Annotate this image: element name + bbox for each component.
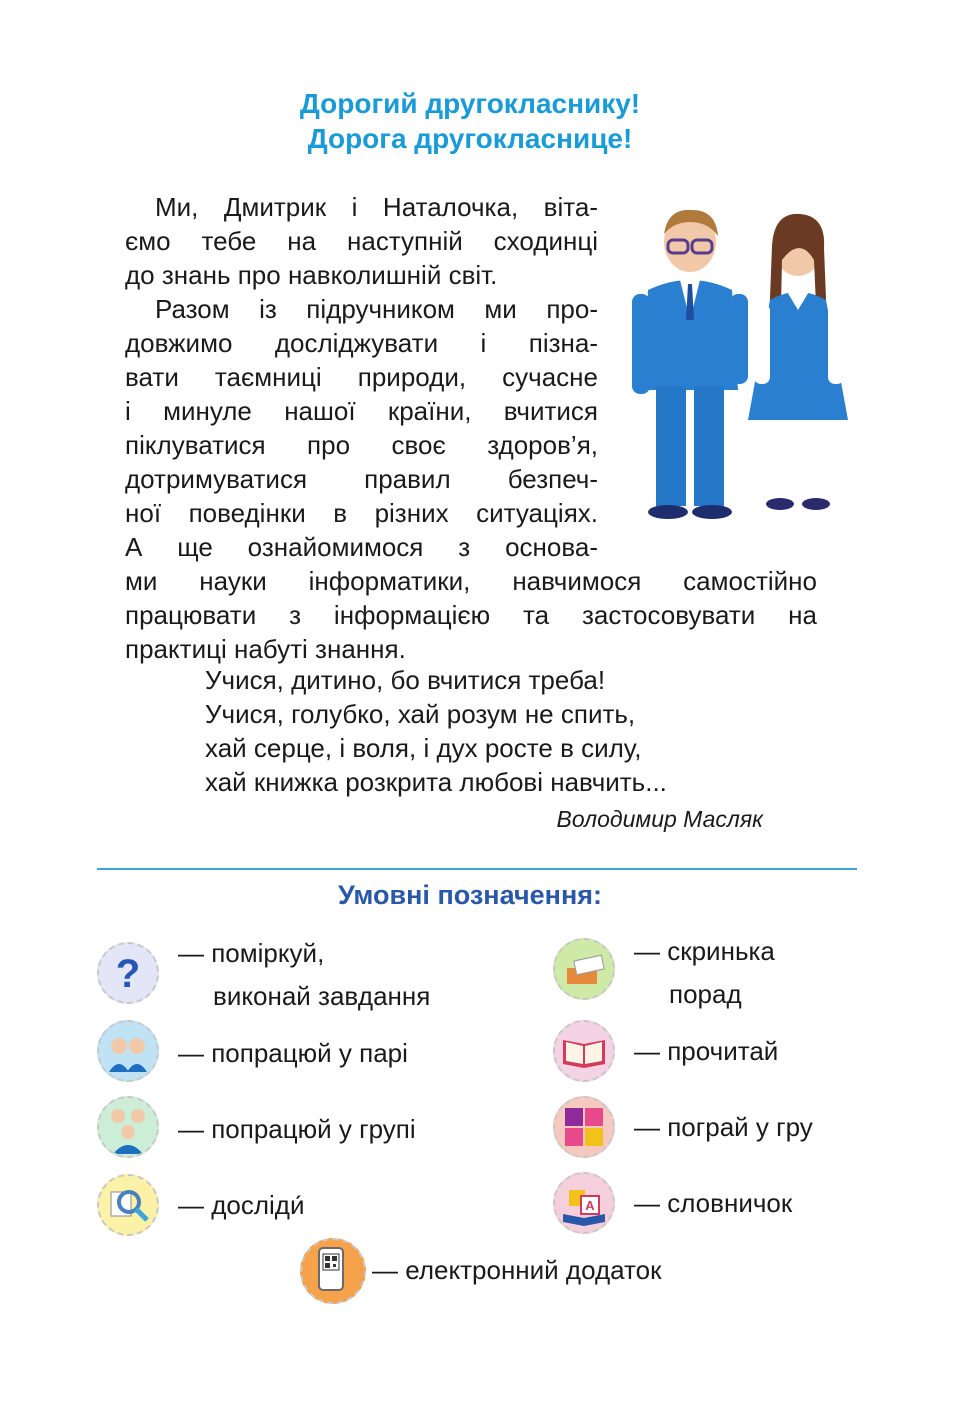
puzzle-icon — [553, 1096, 615, 1158]
intro-line: дотримуватися правил безпеч- — [125, 464, 598, 494]
svg-text:A: A — [585, 1198, 595, 1213]
legend-item-explore — [178, 1184, 305, 1226]
intro-line: практиці набуті знання. — [125, 634, 406, 664]
intro-paragraph — [125, 190, 598, 564]
legend-label: — прочитай — [634, 1036, 779, 1066]
legend-item-game — [634, 1106, 813, 1148]
intro-line: піклуватися про своє здоров’я, — [125, 430, 598, 460]
legend-label: — досліди́ — [178, 1190, 305, 1220]
legend-label: — електронний додаток — [372, 1255, 662, 1285]
magnifier-icon — [97, 1174, 159, 1236]
legend-item-e-appendix — [372, 1249, 662, 1291]
legend-label: — пограй у гру — [634, 1112, 813, 1142]
qr-phone-icon — [300, 1238, 366, 1304]
intro-line: ної поведінки в різних ситуаціях. — [125, 498, 598, 528]
legend-item-tips-continued — [669, 973, 742, 1015]
legend-item-dictionary — [634, 1182, 792, 1224]
intro-line: працювати з інформацією та застосовувати на — [125, 600, 817, 630]
intro-line: довжимо досліджувати і пізна- — [125, 328, 598, 358]
intro-line: до знань про навколишній світ. — [125, 260, 498, 290]
legend-item-think — [178, 932, 324, 974]
legend-item-pair — [178, 1032, 408, 1074]
poem-line: хай книжка розкрита любові навчить... — [205, 767, 667, 797]
legend-label: — скринька — [634, 936, 775, 966]
intro-line: вати таємниці природи, сучасне — [125, 362, 598, 392]
intro-line: А ще ознайомимося з основа- — [125, 532, 598, 562]
greeting-line-1: Дорогий другокласнику! — [299, 88, 641, 119]
legend-label: — попрацюй у парі — [178, 1038, 408, 1068]
poem-line: Учися, дитино, бо вчитися треба! — [205, 665, 606, 695]
intro-line: ми науки інформатики, навчимося самостійно — [125, 566, 817, 596]
legend-label: виконай завдання — [213, 981, 431, 1011]
divider — [97, 868, 857, 870]
legend-title: Умовні позначення: — [337, 880, 603, 910]
children-illustration — [628, 200, 868, 530]
legend-item-group — [178, 1108, 416, 1150]
intro-line: Разом із підручником ми про- — [155, 294, 598, 324]
legend-label: — поміркуй, — [178, 938, 325, 968]
intro-line: ємо тебе на наступній сходинці — [125, 226, 598, 256]
legend-item-think-continued — [213, 975, 430, 1017]
legend-item-read — [634, 1030, 778, 1072]
poem-author: Володимир Масляк — [556, 806, 763, 832]
legend-label: — попрацюй у групі — [178, 1114, 416, 1144]
tips-box-icon — [553, 938, 615, 1000]
poem-line: хай серце, і воля, і дух росте в силу, — [205, 733, 642, 763]
legend-label: — словничок — [634, 1188, 793, 1218]
book-icon — [553, 1020, 615, 1082]
dictionary-icon — [553, 1172, 615, 1234]
poem-line: Учися, голубко, хай розум не спить, — [205, 699, 636, 729]
pair-icon — [97, 1020, 159, 1082]
question-icon — [97, 942, 159, 1004]
intro-line: і минуле нашої країни, вчитися — [125, 396, 598, 426]
intro-line: Ми, Дмитрик і Наталочка, віта- — [155, 192, 598, 222]
greeting-line-2: Дорога другокласнице! — [307, 123, 633, 154]
poem — [205, 663, 667, 799]
group-icon — [97, 1096, 159, 1158]
svg-text:?: ? — [115, 952, 141, 996]
intro-paragraph-continued — [125, 564, 817, 666]
legend-label: порад — [669, 979, 742, 1009]
legend-item-tips — [634, 930, 775, 972]
